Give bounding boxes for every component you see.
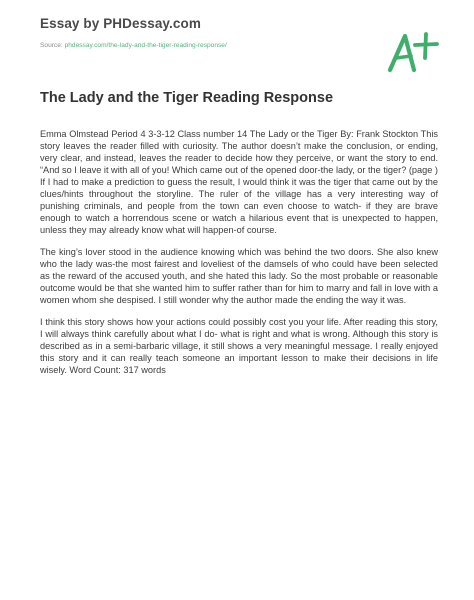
source-label: Source:: [40, 42, 65, 49]
essay-paragraph: Emma Olmstead Period 4 3-3-12 Class number 14 The Lady or the Tiger By: Frank Stockton This story leaves the reader filled with curiosity. The author doesn’t make the conclusion, or ending, very clear, and instead, leaves the reader to decide how they perceive, or want the story to end. “And so I leave it with all of you! Which came out of the opened door-the lady, or the tiger? (page ) If I had to make a prediction to guess the result, I would think it was the tiger that came out by the clues/hints throughout the storyline. The ruler of the village has a very interesting way of punishing criminals, and people from the town can even choose to watch- if they are brave enough to watch a horrendous scene or watch a hilarious event that is unexpected to happen, unless they may already know what will happen-of course.: [40, 129, 438, 235]
source-link[interactable]: phdessay.com/the-lady-and-the-tiger-reading-response/: [64, 42, 227, 49]
essay-body: [40, 128, 438, 376]
a-plus-grade-icon: [384, 28, 442, 74]
essay-title: The Lady and the Tiger Reading Response: [40, 90, 334, 106]
essay-paragraph: I think this story shows how your actions could possibly cost you your life. After reading this story, I will always think carefully about what I do- what is right and what is wrong. Although this story is described as in a semi-barbaric village, it still shows a very meaningful message. I really enjoyed this story and it can really teach someone an important lesson to make their decisions in life wisely. Word Count: 317 words: [40, 317, 438, 375]
brand-title: Essay by PHDessay.com: [40, 16, 201, 31]
source-line: [40, 42, 227, 49]
page-header: [40, 0, 438, 76]
essay-paragraph: The king’s lover stood in the audience knowing which was behind the two doors. She also knew who the lady was-the most fairest and loveliest of the damsels of who could have been selected as the reward of the accused youth, and she hated this lady. So the most probable or reasonable outcome would be that she wanted him to suffer rather than for him to marry and fall in love with a women whom she despised. I still wonder why the author made the ending the way it was.: [40, 247, 438, 305]
